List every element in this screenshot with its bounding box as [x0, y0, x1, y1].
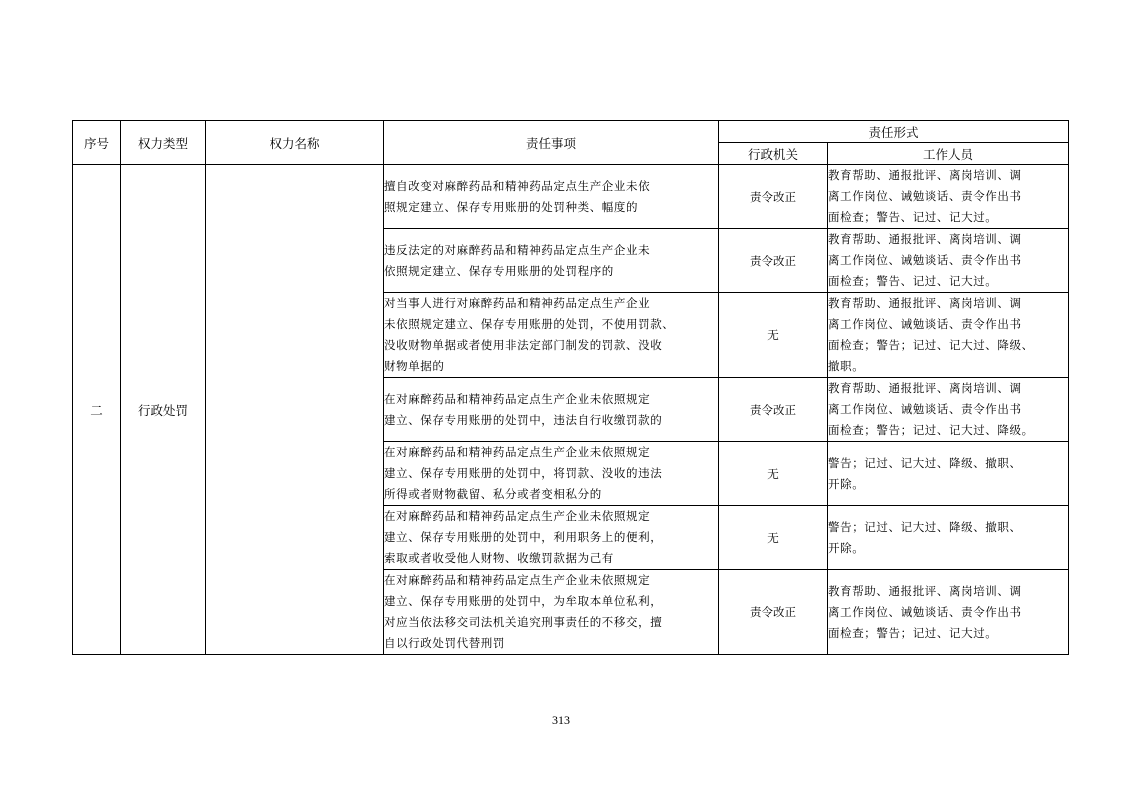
staff-cell-line: 教育帮助、通报批评、离岗培训、调 — [828, 296, 1022, 310]
power-type-cell: 行政处罚 — [121, 165, 206, 655]
responsibility-matter-cell-line: 未依照规定建立、保存专用账册的处罚，不使用罚款、 — [384, 317, 675, 331]
staff-cell — [828, 293, 1069, 378]
responsibility-table — [72, 120, 1069, 655]
header-seq: 序号 — [73, 121, 121, 165]
staff-cell-line: 教育帮助、通报批评、离岗培训、调 — [828, 232, 1022, 246]
staff-cell — [828, 442, 1069, 506]
responsibility-matter-cell — [384, 442, 719, 506]
page-number: 313 — [552, 713, 570, 727]
responsibility-matter-cell-line: 自以行政处罚代替刑罚 — [384, 636, 505, 650]
agency-cell: 责令改正 — [719, 570, 828, 655]
responsibility-matter-cell-line: 对当事人进行对麻醉药品和精神药品定点生产企业 — [384, 296, 651, 310]
staff-cell-line: 开除。 — [828, 476, 865, 491]
header-row-1 — [73, 121, 1069, 143]
staff-cell-line: 教育帮助、通报批评、离岗培训、调 — [828, 168, 1022, 182]
responsibility-matter-cell-line: 在对麻醉药品和精神药品定点生产企业未依照规定 — [384, 573, 651, 587]
responsibility-matter-cell — [384, 570, 719, 655]
staff-cell-line: 教育帮助、通报批评、离岗培训、调 — [828, 381, 1022, 395]
staff-cell-line: 离工作岗位、诫勉谈话、责令作出书 — [828, 604, 1022, 619]
staff-cell-line: 离工作岗位、诫勉谈话、责令作出书 — [828, 402, 1022, 416]
header-power-type: 权力类型 — [121, 121, 206, 165]
staff-cell-line: 离工作岗位、诫勉谈话、责令作出书 — [828, 189, 1022, 203]
responsibility-matter-cell — [384, 378, 719, 442]
staff-cell — [828, 229, 1069, 293]
staff-cell — [828, 165, 1069, 229]
seq-cell: 二 — [73, 165, 121, 655]
staff-cell-line: 开除。 — [828, 540, 865, 555]
staff-cell-line: 警告；记过、记大过、降级、撤职、 — [828, 519, 1022, 534]
staff-cell-line: 离工作岗位、诫勉谈话、责令作出书 — [828, 253, 1022, 267]
responsibility-matter-cell-line: 建立、保存专用账册的处罚中，为牟取本单位私利， — [384, 594, 663, 608]
responsibility-matter-cell — [384, 293, 719, 378]
responsibility-matter-cell-line: 照规定建立、保存专用账册的处罚种类、幅度的 — [384, 199, 639, 214]
staff-cell-line: 离工作岗位、诫勉谈话、责令作出书 — [828, 317, 1022, 331]
staff-cell-line: 警告；记过、记大过、降级、撤职、 — [828, 455, 1022, 470]
agency-cell: 责令改正 — [719, 229, 828, 293]
table-row — [73, 165, 1069, 229]
header-power-name: 权力名称 — [206, 121, 384, 165]
header-responsibility-matter: 责任事项 — [384, 121, 719, 165]
agency-cell: 无 — [719, 442, 828, 506]
staff-cell-line: 面检查；警告、记过、记大过。 — [828, 274, 998, 288]
staff-cell-line: 面检查；警告；记过、记大过、降级、 — [828, 338, 1034, 352]
staff-cell-line: 面检查；警告、记过、记大过。 — [828, 210, 998, 224]
agency-cell: 责令改正 — [719, 165, 828, 229]
responsibility-matter-cell-line: 财物单据的 — [384, 359, 445, 373]
staff-cell — [828, 378, 1069, 442]
responsibility-matter-cell — [384, 506, 719, 570]
responsibility-matter-cell-line: 违反法定的对麻醉药品和精神药品定点生产企业未 — [384, 242, 651, 257]
staff-cell-line: 撤职。 — [828, 359, 865, 373]
power-name-cell — [206, 165, 384, 655]
responsibility-matter-cell-line: 建立、保存专用账册的处罚中，违法自行收缴罚款的 — [384, 412, 663, 427]
responsibility-matter-cell-line: 对应当依法移交司法机关追究刑事责任的不移交，擅 — [384, 615, 663, 629]
responsibility-matter-cell-line: 建立、保存专用账册的处罚中，将罚款、没收的违法 — [384, 466, 663, 480]
header-staff: 工作人员 — [828, 143, 1069, 165]
responsibility-matter-cell — [384, 165, 719, 229]
agency-cell: 无 — [719, 293, 828, 378]
agency-cell: 无 — [719, 506, 828, 570]
responsibility-matter-cell-line: 所得或者财物截留、私分或者变相私分的 — [384, 487, 602, 501]
staff-cell-line: 面检查；警告；记过、记大过。 — [828, 625, 998, 640]
responsibility-matter-cell-line: 索取或者收受他人财物、收缴罚款据为己有 — [384, 551, 614, 565]
staff-cell-line: 教育帮助、通报批评、离岗培训、调 — [828, 583, 1022, 598]
header-agency: 行政机关 — [719, 143, 828, 165]
staff-cell — [828, 506, 1069, 570]
agency-cell: 责令改正 — [719, 378, 828, 442]
responsibility-matter-cell-line: 没收财物单据或者使用非法定部门制发的罚款、没收 — [384, 338, 663, 352]
staff-cell — [828, 570, 1069, 655]
responsibility-matter-cell — [384, 229, 719, 293]
responsibility-matter-cell-line: 在对麻醉药品和精神药品定点生产企业未依照规定 — [384, 391, 651, 406]
table-body — [73, 165, 1069, 655]
responsibility-matter-cell-line: 建立、保存专用账册的处罚中，利用职务上的便利， — [384, 530, 663, 544]
responsibility-matter-cell-line: 在对麻醉药品和精神药品定点生产企业未依照规定 — [384, 445, 651, 459]
header-responsibility-form: 责任形式 — [719, 121, 1069, 143]
responsibility-matter-cell-line: 依照规定建立、保存专用账册的处罚程序的 — [384, 263, 614, 278]
staff-cell-line: 面检查；警告；记过、记大过、降级。 — [828, 423, 1034, 437]
responsibility-matter-cell-line: 在对麻醉药品和精神药品定点生产企业未依照规定 — [384, 509, 651, 523]
responsibility-matter-cell-line: 擅自改变对麻醉药品和精神药品定点生产企业未依 — [384, 178, 651, 193]
